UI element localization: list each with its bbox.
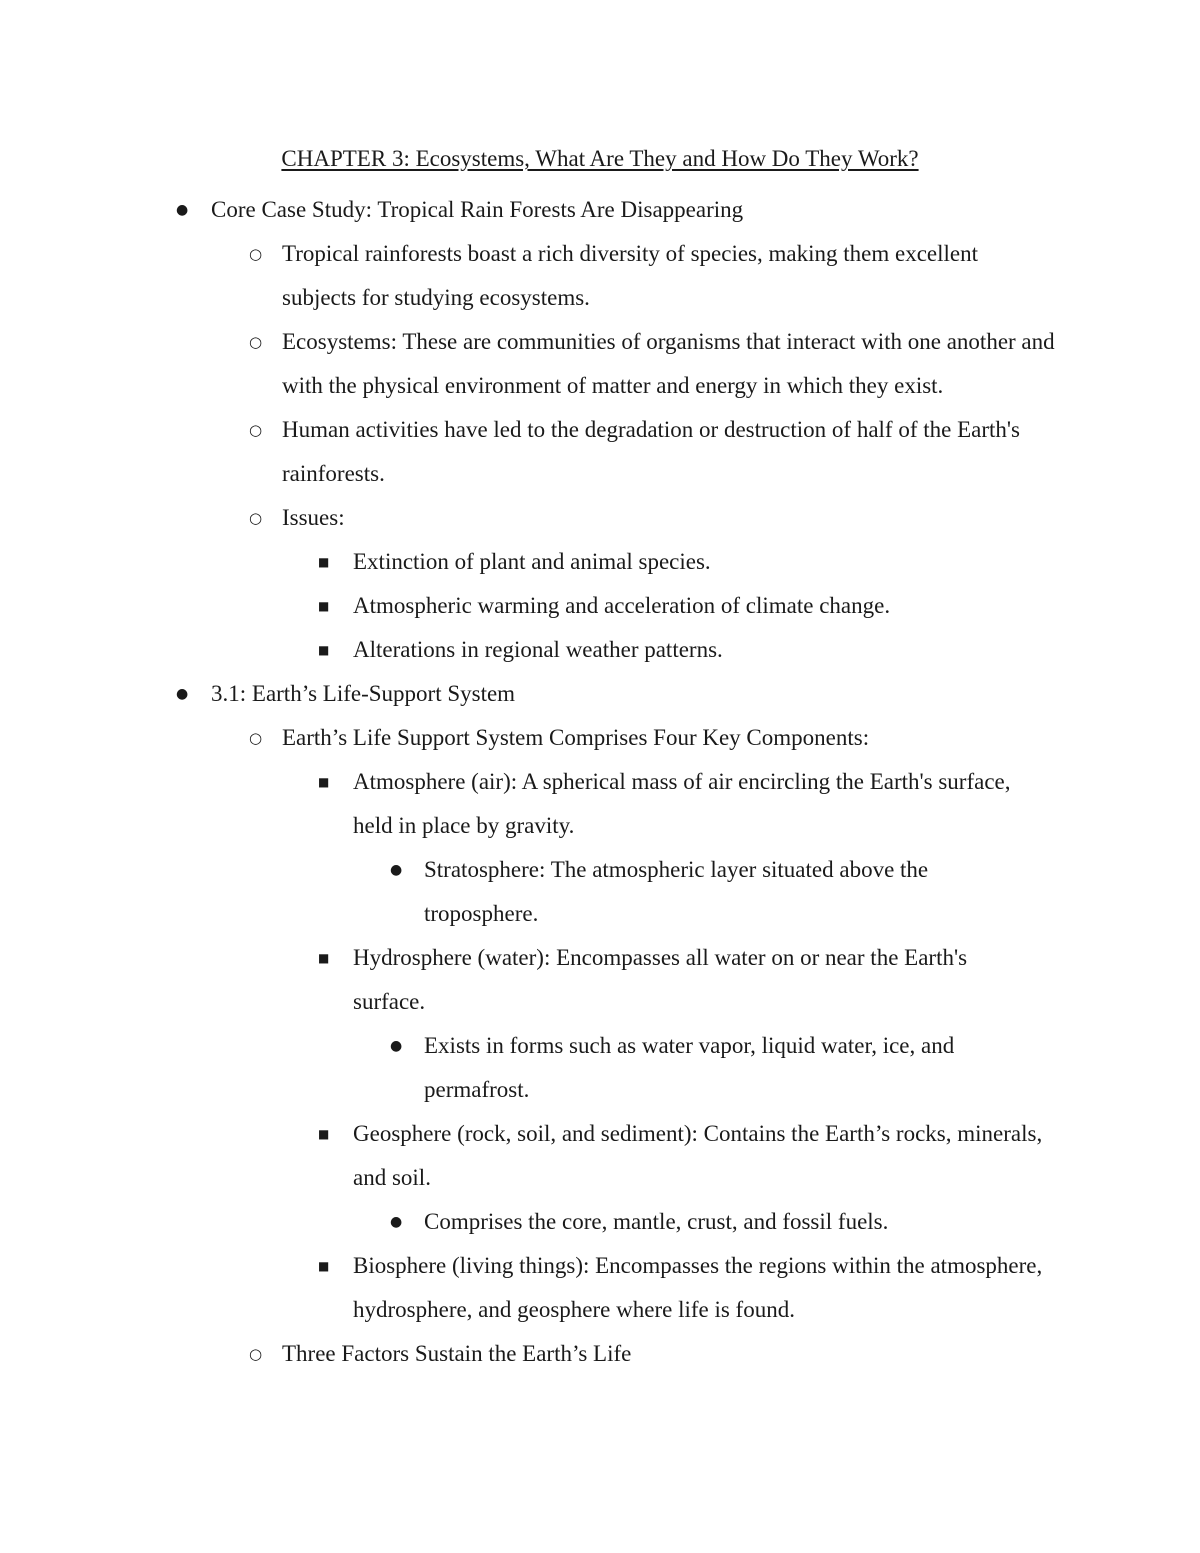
- bullet-icon: ●: [176, 202, 189, 218]
- outline-item-text: Extinction of plant and animal species.: [353, 549, 711, 574]
- outline-item-level-4: [0, 1024, 1044, 1112]
- bullet-icon: ●: [176, 686, 189, 702]
- outline-item-text: Alterations in regional weather patterns.: [353, 637, 723, 662]
- outline-item-text: Geosphere (rock, soil, and sediment): Contains the Earth’s rocks, minerals, and soil.: [353, 1121, 1043, 1190]
- outline-item-text: Core Case Study: Tropical Rain Forests Are Disappearing: [211, 197, 744, 222]
- bullet-icon: ■: [318, 1259, 330, 1273]
- outline-item-text: Exists in forms such as water vapor, liquid water, ice, and permafrost.: [424, 1033, 955, 1102]
- outline-item-text: Tropical rainforests boast a rich diversity of species, making them excellent subjects for studying ecosystems.: [282, 241, 978, 310]
- outline-item-level-3: [0, 628, 1043, 672]
- outline-item-level-2: [0, 716, 1057, 760]
- bullet-icon: ○: [249, 333, 263, 351]
- outline-item-level-1: [0, 188, 1061, 232]
- outline-item-text: Issues:: [282, 505, 345, 530]
- outline-item-text: Atmospheric warming and acceleration of climate change.: [353, 593, 891, 618]
- bullet-icon: ■: [318, 599, 330, 613]
- outline-item-level-3: [0, 1244, 1043, 1332]
- bullet-icon: ■: [318, 1127, 330, 1141]
- outline-item-level-4: [0, 848, 1044, 936]
- outline-item-text: Earth’s Life Support System Comprises Four Key Components:: [282, 725, 870, 750]
- bullet-icon: ■: [318, 555, 330, 569]
- outline-item-text: Comprises the core, mantle, crust, and fossil fuels.: [424, 1209, 889, 1234]
- outline-item-level-1: [0, 672, 1061, 716]
- outline-item-level-2: [0, 408, 1057, 496]
- outline-item-text: Biosphere (living things): Encompasses the regions within the atmosphere, hydrosphere, and geosphere where life is found.: [353, 1253, 1043, 1322]
- outline-item-level-2: [0, 496, 1057, 540]
- bullet-icon: ■: [318, 775, 330, 789]
- bullet-icon: ○: [249, 729, 263, 747]
- bullet-icon: ■: [318, 643, 330, 657]
- outline-item-text: Hydrosphere (water): Encompasses all water on or near the Earth's surface.: [353, 945, 968, 1014]
- bullet-icon: ■: [318, 951, 330, 965]
- outline-item-text: Ecosystems: These are communities of organisms that interact with one another and with the physical environment of matter and energy in which they exist.: [282, 329, 1055, 398]
- outline-item-level-2: [0, 320, 1057, 408]
- outline-item-level-3: [0, 584, 1043, 628]
- outline-item-text: Human activities have led to the degradation or destruction of half of the Earth's rainforests.: [282, 417, 1020, 486]
- outline-item-text: 3.1: Earth’s Life-Support System: [211, 681, 516, 706]
- bullet-icon: ●: [390, 1038, 403, 1054]
- outline-item-text: Three Factors Sustain the Earth’s Life: [282, 1341, 632, 1366]
- bullet-icon: ○: [249, 1345, 263, 1363]
- outline-list: [0, 188, 1200, 1376]
- outline-item-level-3: [0, 760, 1043, 848]
- outline-item-text: Stratosphere: The atmospheric layer situated above the troposphere.: [424, 857, 929, 926]
- page-title: [0, 143, 1200, 175]
- outline-item-level-2: [0, 1332, 1057, 1376]
- bullet-icon: ○: [249, 421, 263, 439]
- page-title-text: CHAPTER 3: Ecosystems, What Are They and How Do They Work?: [281, 146, 919, 171]
- outline-item-level-2: [0, 232, 1057, 320]
- outline-item-text: Atmosphere (air): A spherical mass of air encircling the Earth's surface, held in place by gravity.: [353, 769, 1011, 838]
- outline-item-level-4: [0, 1200, 1044, 1244]
- bullet-icon: ○: [249, 509, 263, 527]
- outline-item-level-3: [0, 936, 1043, 1024]
- bullet-icon: ○: [249, 245, 263, 263]
- bullet-icon: ●: [390, 862, 403, 878]
- bullet-icon: ●: [390, 1214, 403, 1230]
- outline-item-level-3: [0, 1112, 1043, 1200]
- outline-item-level-3: [0, 540, 1043, 584]
